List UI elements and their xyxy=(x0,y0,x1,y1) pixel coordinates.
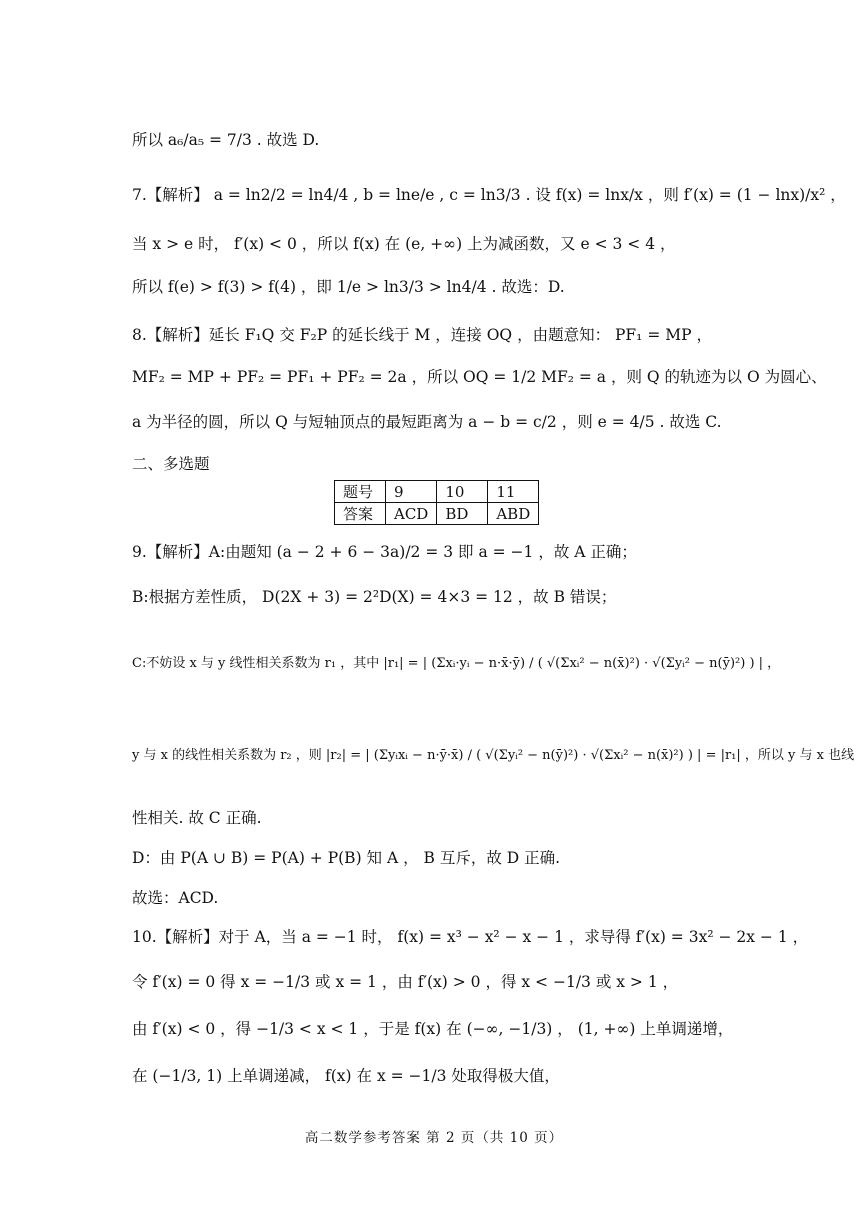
text-line: y 与 x 的线性相关系数为 r₂ ，则 |r₂| = | (Σyᵢxᵢ − n·ȳ·x̄) / ( √(Σyᵢ² − n(ȳ)²) · √(Σxᵢ² − n(x̄)²) ) | = |r₁| ，所以 y 与 x 也线 xyxy=(132,748,855,763)
text-line: 8.【解析】延长 F₁Q 交 F₂P 的延长线于 M ，连接 OQ ，由题意知： PF₁ = MP ， xyxy=(132,326,712,344)
section-heading: 二、多选题 xyxy=(132,455,210,473)
table-cell: 题号 xyxy=(335,481,386,503)
page-footer: 高二数学参考答案 第 2 页（共 10 页） xyxy=(304,1130,564,1146)
text-line: 9.【解析】A:由题知 (a − 2 + 6 − 3a)/2 = 3 即 a = −1 ，故 A 正确； xyxy=(132,543,637,561)
table-cell: 10 xyxy=(437,481,488,503)
text-line: 10.【解析】对于 A，当 a = −1 时， f(x) = x³ − x² − x − 1 ，求导得 f′(x) = 3x² − 2x − 1 ， xyxy=(132,928,809,946)
text-line: 故选：ACD. xyxy=(132,889,219,907)
table-cell: 11 xyxy=(488,481,539,503)
table-cell: 9 xyxy=(386,481,437,503)
table-cell: BD xyxy=(437,503,488,525)
text-line: 所以 f(e) > f(3) > f(4) ，即 1/e > ln3/3 > ln4/4 . 故选：D. xyxy=(132,278,565,296)
text-line: 由 f′(x) < 0 ，得 −1/3 < x < 1 ，于是 f(x) 在 (−∞, −1/3) ， (1, +∞) 上单调递增， xyxy=(132,1020,734,1038)
text-line: MF₂ = MP + PF₂ = PF₁ + PF₂ = 2a ，所以 OQ = 1/2 MF₂ = a ，则 Q 的轨迹为以 O 为圆心、 xyxy=(132,368,827,386)
text-line: D：由 P(A ∪ B) = P(A) + P(B) 知 A ， B 互斥，故 D 正确. xyxy=(132,849,561,867)
table-row xyxy=(335,503,539,525)
table-cell: ABD xyxy=(488,503,539,525)
text-line: 在 (−1/3, 1) 上单调递减， f(x) 在 x = −1/3 处取得极大值， xyxy=(132,1067,560,1085)
text-line: 所以 a₆/a₅ = 7/3 . 故选 D. xyxy=(132,131,320,149)
answer-table xyxy=(334,480,539,525)
text-line: B:根据方差性质， D(2X + 3) = 2²D(X) = 4×3 = 12 ，故 B 错误； xyxy=(132,588,617,606)
table-row xyxy=(335,481,539,503)
text-line: C:不妨设 x 与 y 线性相关系数为 r₁ ，其中 |r₁| = | (Σxᵢ·yᵢ − n·x̄·ȳ) / ( √(Σxᵢ² − n(x̄)²) · √(Σyᵢ² − n(ȳ)²) ) | ， xyxy=(132,656,781,671)
text-line: 令 f′(x) = 0 得 x = −1/3 或 x = 1 ，由 f′(x) > 0 ，得 x < −1/3 或 x > 1 ， xyxy=(132,973,679,991)
table-cell: ACD xyxy=(386,503,437,525)
text-line: 7.【解析】 a = ln2/2 = ln4/4 , b = lne/e , c = ln3/3 . 设 f(x) = lnx/x ，则 f′(x) = (1 − lnx)/x² ， xyxy=(132,186,846,204)
text-line: 性相关. 故 C 正确. xyxy=(132,809,262,827)
text-line: 当 x > e 时， f′(x) < 0 ，所以 f(x) 在 (e, +∞) 上为减函数，又 e < 3 < 4 ， xyxy=(132,235,676,253)
table-cell: 答案 xyxy=(335,503,386,525)
text-line: a 为半径的圆，所以 Q 与短轴顶点的最短距离为 a − b = c/2 ，则 e = 4/5 . 故选 C. xyxy=(132,413,722,431)
